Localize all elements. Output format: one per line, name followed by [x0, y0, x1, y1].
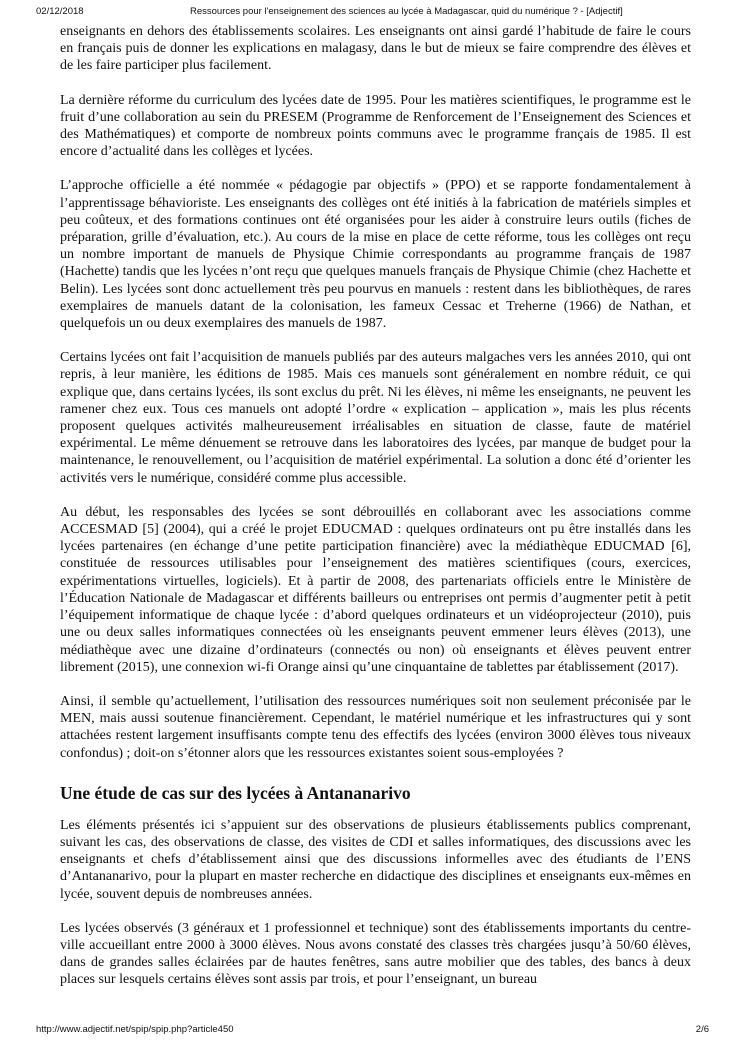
paragraph: Ainsi, il semble qu’actuellement, l’utilisation des ressources numériques soit non seulement préconisée par le MEN, mais aussi soutenue financièrement. Cependant, le matériel numérique et les infrastructures qui y sont attachées restent largement insuffisants compte tenu des effectifs des lycées (environ 3000 élèves tous niveaux confondus) ; doit-on s’étonner alors que les ressources existantes soient sous-employées ? [60, 693, 691, 761]
paragraph: L’approche officielle a été nommée « pédagogie par objectifs » (PPO) et se rapporte fondamentalement à l’apprentissage béhavioriste. Les enseignants des collèges ont été initiés à la fabrication de matériels simples et peu coûteux, et des formations continues ont été organisées pour les aider à construire leurs outils (fiches de préparation, grille d’évaluation, etc.). Au cours de la mise en place de cette réforme, tous les collèges ont reçu un nombre important de manuels de Physique Chimie correspondants au programme français de 1987 (Hachette) tandis que les lycées n’ont reçu que quelques manuels français de Physique Chimie (chez Hachette et Belin). Les lycées sont donc actuellement très peu pourvus en manuels : restent dans les bibliothèques, de rares exemplaires de manuels datant de la colonisation, les fameux Cessac et Treherne (1966) de Nathan, et quelquefois un ou deux exemplaires des manuels de 1987. [60, 178, 691, 332]
paragraph: Au début, les responsables des lycées se sont débrouillés en collaborant avec les associations comme ACCESMAD [5] (2004), qui a créé le projet EDUCMAD : quelques ordinateurs ont pu être installés dans les lycées partenaires (en échange d’une petite participation financière) avec la médiathèque EDUCMAD [6], constituée de ressources utilisables pour l’enseignement des matières scientifiques (cours, exercices, expérimentations virtuelles, logiciels). Et à partir de 2008, des partenariats officiels entre le Ministère de l’Éducation Nationale de Madagascar et différents bailleurs ou entreprises ont permis d’augmenter petit à petit l’équipement informatique de chaque lycée : d’abord quelques ordinateurs et un vidéoprojecteur (2010), puis une ou deux salles informatiques connectées où les enseignants peuvent emmener leurs élèves (2013), une médiathèque avec une dizaine d’ordinateurs (connectés ou non) où enseignants et élèves peuvent entrer librement (2015), une connexion wi-fi Orange ainsi qu’une cinquantaine de tablettes par établissement (2017). [60, 504, 691, 675]
article-body [60, 23, 691, 1006]
print-date: 02/12/2018 [36, 6, 84, 17]
page-url: http://www.adjectif.net/spip/spip.php?article450 [36, 1024, 234, 1035]
paragraph: Certains lycées ont fait l’acquisition de manuels publiés par des auteurs malgaches vers les années 2010, qui ont repris, à leur manière, les éditions de 1985. Mais ces manuels sont généralement en nombre réduit, ce qui explique que, dans certains lycées, ils sont exclus du prêt. Ni les élèves, ni même les enseignants, ne peuvent les ramener chez eux. Tous ces manuels ont adopté l’ordre « explication – application », mais les plus récents proposent quelques activités malheureusement irréalisables en situation de classe, faute de matériel expérimental. Le même dénuement se retrouve dans les laboratoires des lycées, par manque de budget pour la maintenance, le renouvellement, ou l’acquisition de matériel expérimental. La solution a donc été d’orienter les activités vers le numérique, considéré comme plus accessible. [60, 350, 691, 486]
paragraph: La dernière réforme du curriculum des lycées date de 1995. Pour les matières scientifiques, le programme est le fruit d’une collaboration au sein du PRESEM (Programme de Renforcement de l’Enseignement des Sciences et des Mathématiques) et comporte de nombreux points communs avec le programme français de 1985. Il est encore d’actualité dans les collèges et lycées. [60, 92, 691, 160]
section-heading: Une étude de cas sur des lycées à Antananarivo [60, 782, 411, 803]
paragraph: Les éléments présentés ici s’appuient sur des observations de plusieurs établissements publics comprenant, suivant les cas, des observations de classe, des visites de CDI et salles informatiques, des discussions avec les enseignants et chefs d’établissement ainsi que des discussions informelles avec des étudiants de l’ENS d’Antananarivo, pour la plupart en master recherche en didactique des disciplines et enseignants eux-mêmes en lycée, souvent depuis de nombreuses années. [60, 817, 691, 902]
print-page-title: Ressources pour l'enseignement des sciences au lycée à Madagascar, quid du numérique ? - [Adjectif] [190, 6, 623, 17]
paragraph: enseignants en dehors des établissements scolaires. Les enseignants ont ainsi gardé l’habitude de faire le cours en français puis de donner les explications en malagasy, dans le but de mieux se faire comprendre des élèves et de les faire participer plus facilement. [60, 24, 691, 74]
page-number: 2/6 [695, 1024, 709, 1035]
paragraph: Les lycées observés (3 généraux et 1 professionnel et technique) sont des établissements importants du centre-ville accueillant entre 2000 à 3000 élèves. Nous avons constaté des classes très chargées jusqu’à 50/60 élèves, dans de grandes salles éclairées par de hautes fenêtres, sans autre mobilier que des tables, des bancs à deux places sur lesquels certains élèves sont assis par trois, et pour l’enseignant, un bureau [60, 920, 691, 988]
